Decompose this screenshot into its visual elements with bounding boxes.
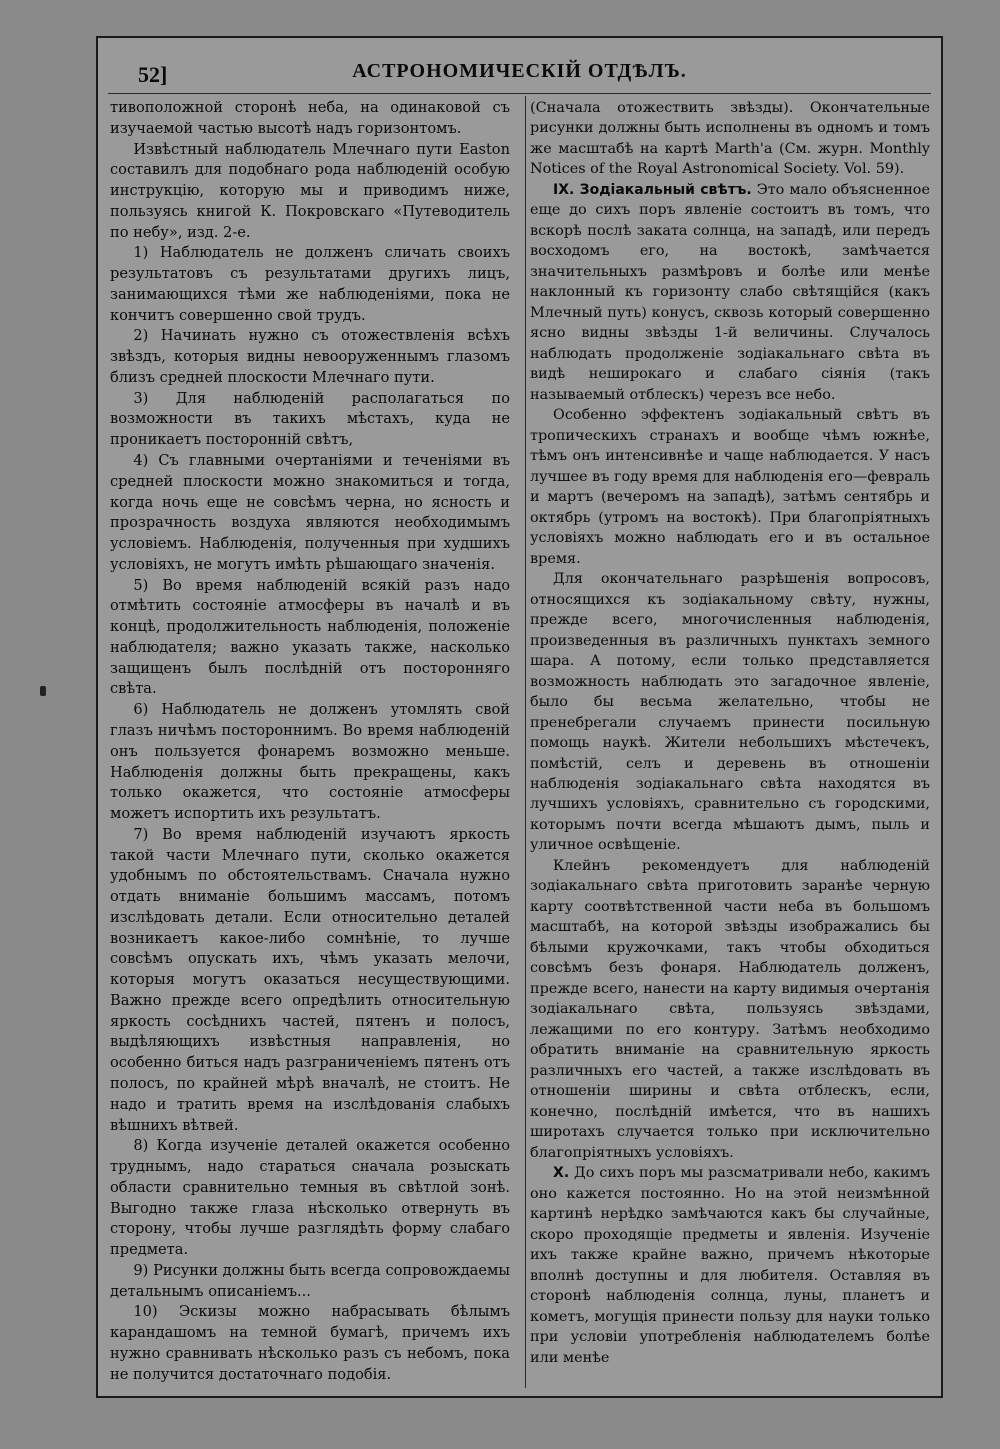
book-page <box>96 36 943 1398</box>
column-divider <box>525 96 526 1388</box>
instruction-item-5: 5) Во время наблюденій всякій разъ надо отмѣтить состояніе атмосферы въ началѣ и въ концѣ, продолжительность наблюденія, положеніе наблюдателя; важно указать также, насколько защищенъ былъ послѣдній отъ посторонняго свѣта. <box>110 576 510 698</box>
instruction-item-6: 6) Наблюдатель не долженъ утомлять свой глазъ ничѣмъ постороннимъ. Во время наблюденій онъ пользуется фонаремъ возможно меньше. Наблюденія должны быть прекращены, какъ только окажется, что состояніе атмосферы можетъ испортить ихъ результатъ. <box>110 701 510 823</box>
section-heading: IX. Зодіакальный свѣтъ. <box>553 181 752 198</box>
instruction-item-4: 4) Съ главными очертаніями и теченіями въ средней плоскости можно знакомиться и тогда, когда ночь еще не совсѣмъ черна, но ясность и прозрачность воздуха являются необходимымъ условіемъ. Наблюденія, полученныя при худшихъ условіяхъ, не могутъ имѣть рѣшающаго значенія. <box>110 452 510 573</box>
section-body: Это мало объясненное еще до сихъ поръ явленіе состоитъ въ томъ, что вскорѣ послѣ заката солнца, на западѣ, или передъ восходомъ его, на востокѣ, замѣчается значительныхъ размѣровъ и болѣе или менѣе наклонный къ горизонту слабо свѣтящійся (какъ Млечный путь) конусъ, сквозь который совершенно ясно видны звѣзды 1-й величины. Случалось наблюдать продолженіе зодіакальнаго свѣта въ видѣ неширокаго и слабаго сіянія (такъ называемый отблескъ) черезъ все небо. <box>530 181 930 403</box>
paragraph: тивоположной сторонѣ неба, на одинаковой съ изучаемой частью высотѣ надъ горизонтомъ. <box>110 99 510 137</box>
paragraph: Извѣстный наблюдатель Млечнаго пути Easton составилъ для подобнаго рода наблюденій особую инструкцію, которую мы и приводимъ ниже, пользуясь книгой К. Покровскаго «Путеводитель по небу», изд. 2-е. <box>110 140 510 241</box>
margin-mark <box>40 686 46 696</box>
paragraph: Клейнъ рекомендуетъ для наблюденій зодіакальнаго свѣта приготовить заранѣе черную карту соотвѣтственной части неба въ большомъ масштабѣ, на которой звѣзды изображались бы бѣлыми кружочками, такъ чтобы обходиться совсѣмъ безъ фонаря. Наблюдатель долженъ, прежде всего, нанести на карту видимыя очертанія зодіакальнаго свѣта, пользуясь звѣздами, лежащими по его контуру. Затѣмъ необходимо обратить вниманіе на сравнительную яркость различныхъ его частей, а также изслѣдовать въ отношеніи ширины и свѣта отблескъ, если, конечно, послѣдній имѣется, что въ нашихъ широтахъ случается только при исключительно благопріятныхъ условіяхъ. <box>530 857 930 1161</box>
instruction-item-1: 1) Наблюдатель не долженъ сличать своихъ результатовъ съ результатами другихъ лицъ, занимающихся тѣми же наблюденіями, пока не кончитъ совершенно свой трудъ. <box>110 244 510 324</box>
instruction-item-8: 8) Когда изученіе деталей окажется особенно труднымъ, надо стараться сначала розыскать области сравнительно темныя въ свѣтлой зонѣ. Выгодно также глаза нѣсколько отвернуть въ сторону, чтобы лучше разглядѣть форму слабаго предмета. <box>110 1137 510 1259</box>
instruction-item-7: 7) Во время наблюденій изучаютъ яркость такой части Млечнаго пути, сколько окажется удобнымъ по обстоятельствамъ. Сначала нужно отдать вниманіе большимъ массамъ, потомъ изслѣдовать детали. Если относительно деталей возникаетъ какое-либо сомнѣніе, то лучше совсѣмъ опускать ихъ, чѣмъ указать мелочи, которыя могутъ оказаться несуществующими. Важно прежде всего опредѣлить относительную яркость сосѣднихъ частей, пятенъ и полосъ, выдѣляющихъ извѣстныя направленія, но особенно биться надъ разграниченіемъ пятенъ отъ полосъ, по крайней мѣрѣ вначалѣ, не стоитъ. Не надо и тратить время на изслѣдованія слабыхъ вѣшнихъ вѣтвей. <box>110 825 510 1134</box>
section-x <box>530 1163 930 1368</box>
paragraph: (Сначала отожествить звѣзды). Окончательные рисунки должны быть исполнены въ одномъ и томъ же масштабѣ на картѣ Marth'a (См. журн. Monthly Notices of the Royal Astronomical Society. Vol. 59). <box>530 100 930 178</box>
page-header <box>98 38 941 96</box>
section-heading: X. <box>553 1165 570 1182</box>
right-column <box>530 98 930 1368</box>
instruction-item-3: 3) Для наблюденій располагаться по возможности въ такихъ мѣстахъ, куда не проникаетъ посторонній свѣтъ, <box>110 389 510 449</box>
left-column <box>110 98 510 1385</box>
page-number: 52] <box>138 62 168 87</box>
instruction-item-2: 2) Начинать нужно съ отожествленія всѣхъ звѣздъ, которыя видны невооруженнымъ глазомъ близъ средней плоскости Млечнаго пути. <box>110 327 510 386</box>
instruction-item-9: 9) Рисунки должны быть всегда сопровождаемы детальнымъ описаніемъ... <box>110 1261 510 1300</box>
header-rule <box>108 93 931 94</box>
section-ix <box>530 180 930 405</box>
section-body: До сихъ поръ мы разсматривали небо, какимъ оно кажется постоянно. Но на этой неизмѣнной картинѣ нерѣдко замѣчаются какъ бы случайные, скоро проходящіе предметы и явленія. Изученіе ихъ также крайне важно, причемъ нѣкоторые вполнѣ доступны и для любителя. Оставляя въ сторонѣ наблюденія солнца, луны, планетъ и кометъ, могущія принести пользу для науки только при условіи употребленія наблюдателемъ болѣе или менѣе <box>530 1165 930 1366</box>
running-head: АСТРОНОМИЧЕСКІЙ ОТДѢЛЪ. <box>352 60 687 82</box>
paragraph: Особенно эффектенъ зодіакальный свѣтъ въ тропическихъ странахъ и вообще чѣмъ южнѣе, тѣмъ онъ интенсивнѣе и чаще наблюдается. У насъ лучшее въ году время для наблюденія его—февраль и мартъ (вечеромъ на западѣ), затѣмъ сентябрь и октябрь (утромъ на востокѣ). При благопріятныхъ условіяхъ можно наблюдать его и въ остальное время. <box>530 407 930 567</box>
paragraph: Для окончательнаго разрѣшенія вопросовъ, относящихся къ зодіакальному свѣту, нужны, прежде всего, многочисленныя наблюденія, произведенныя въ различныхъ пунктахъ земного шара. А потому, если только представляется возможность наблюдать это загадочное явленіе, было бы весьма желательно, чтобы не пренебрегали случаемъ принести посильную помощь наукѣ. Жители небольшихъ мѣстечекъ, помѣстій, селъ и деревень въ отношеніи наблюденія зодіакальнаго свѣта находятся въ лучшихъ условіяхъ, сравнительно съ городскими, которымъ почти всегда мѣшаютъ дымъ, пыль и уличное освѣщеніе. <box>530 571 930 854</box>
instruction-item-10: 10) Эскизы можно набрасывать бѣлымъ карандашомъ на темной бумагѣ, причемъ ихъ нужно сравнивать нѣсколько разъ съ небомъ, пока не получится достаточнаго подобія. <box>110 1303 510 1383</box>
